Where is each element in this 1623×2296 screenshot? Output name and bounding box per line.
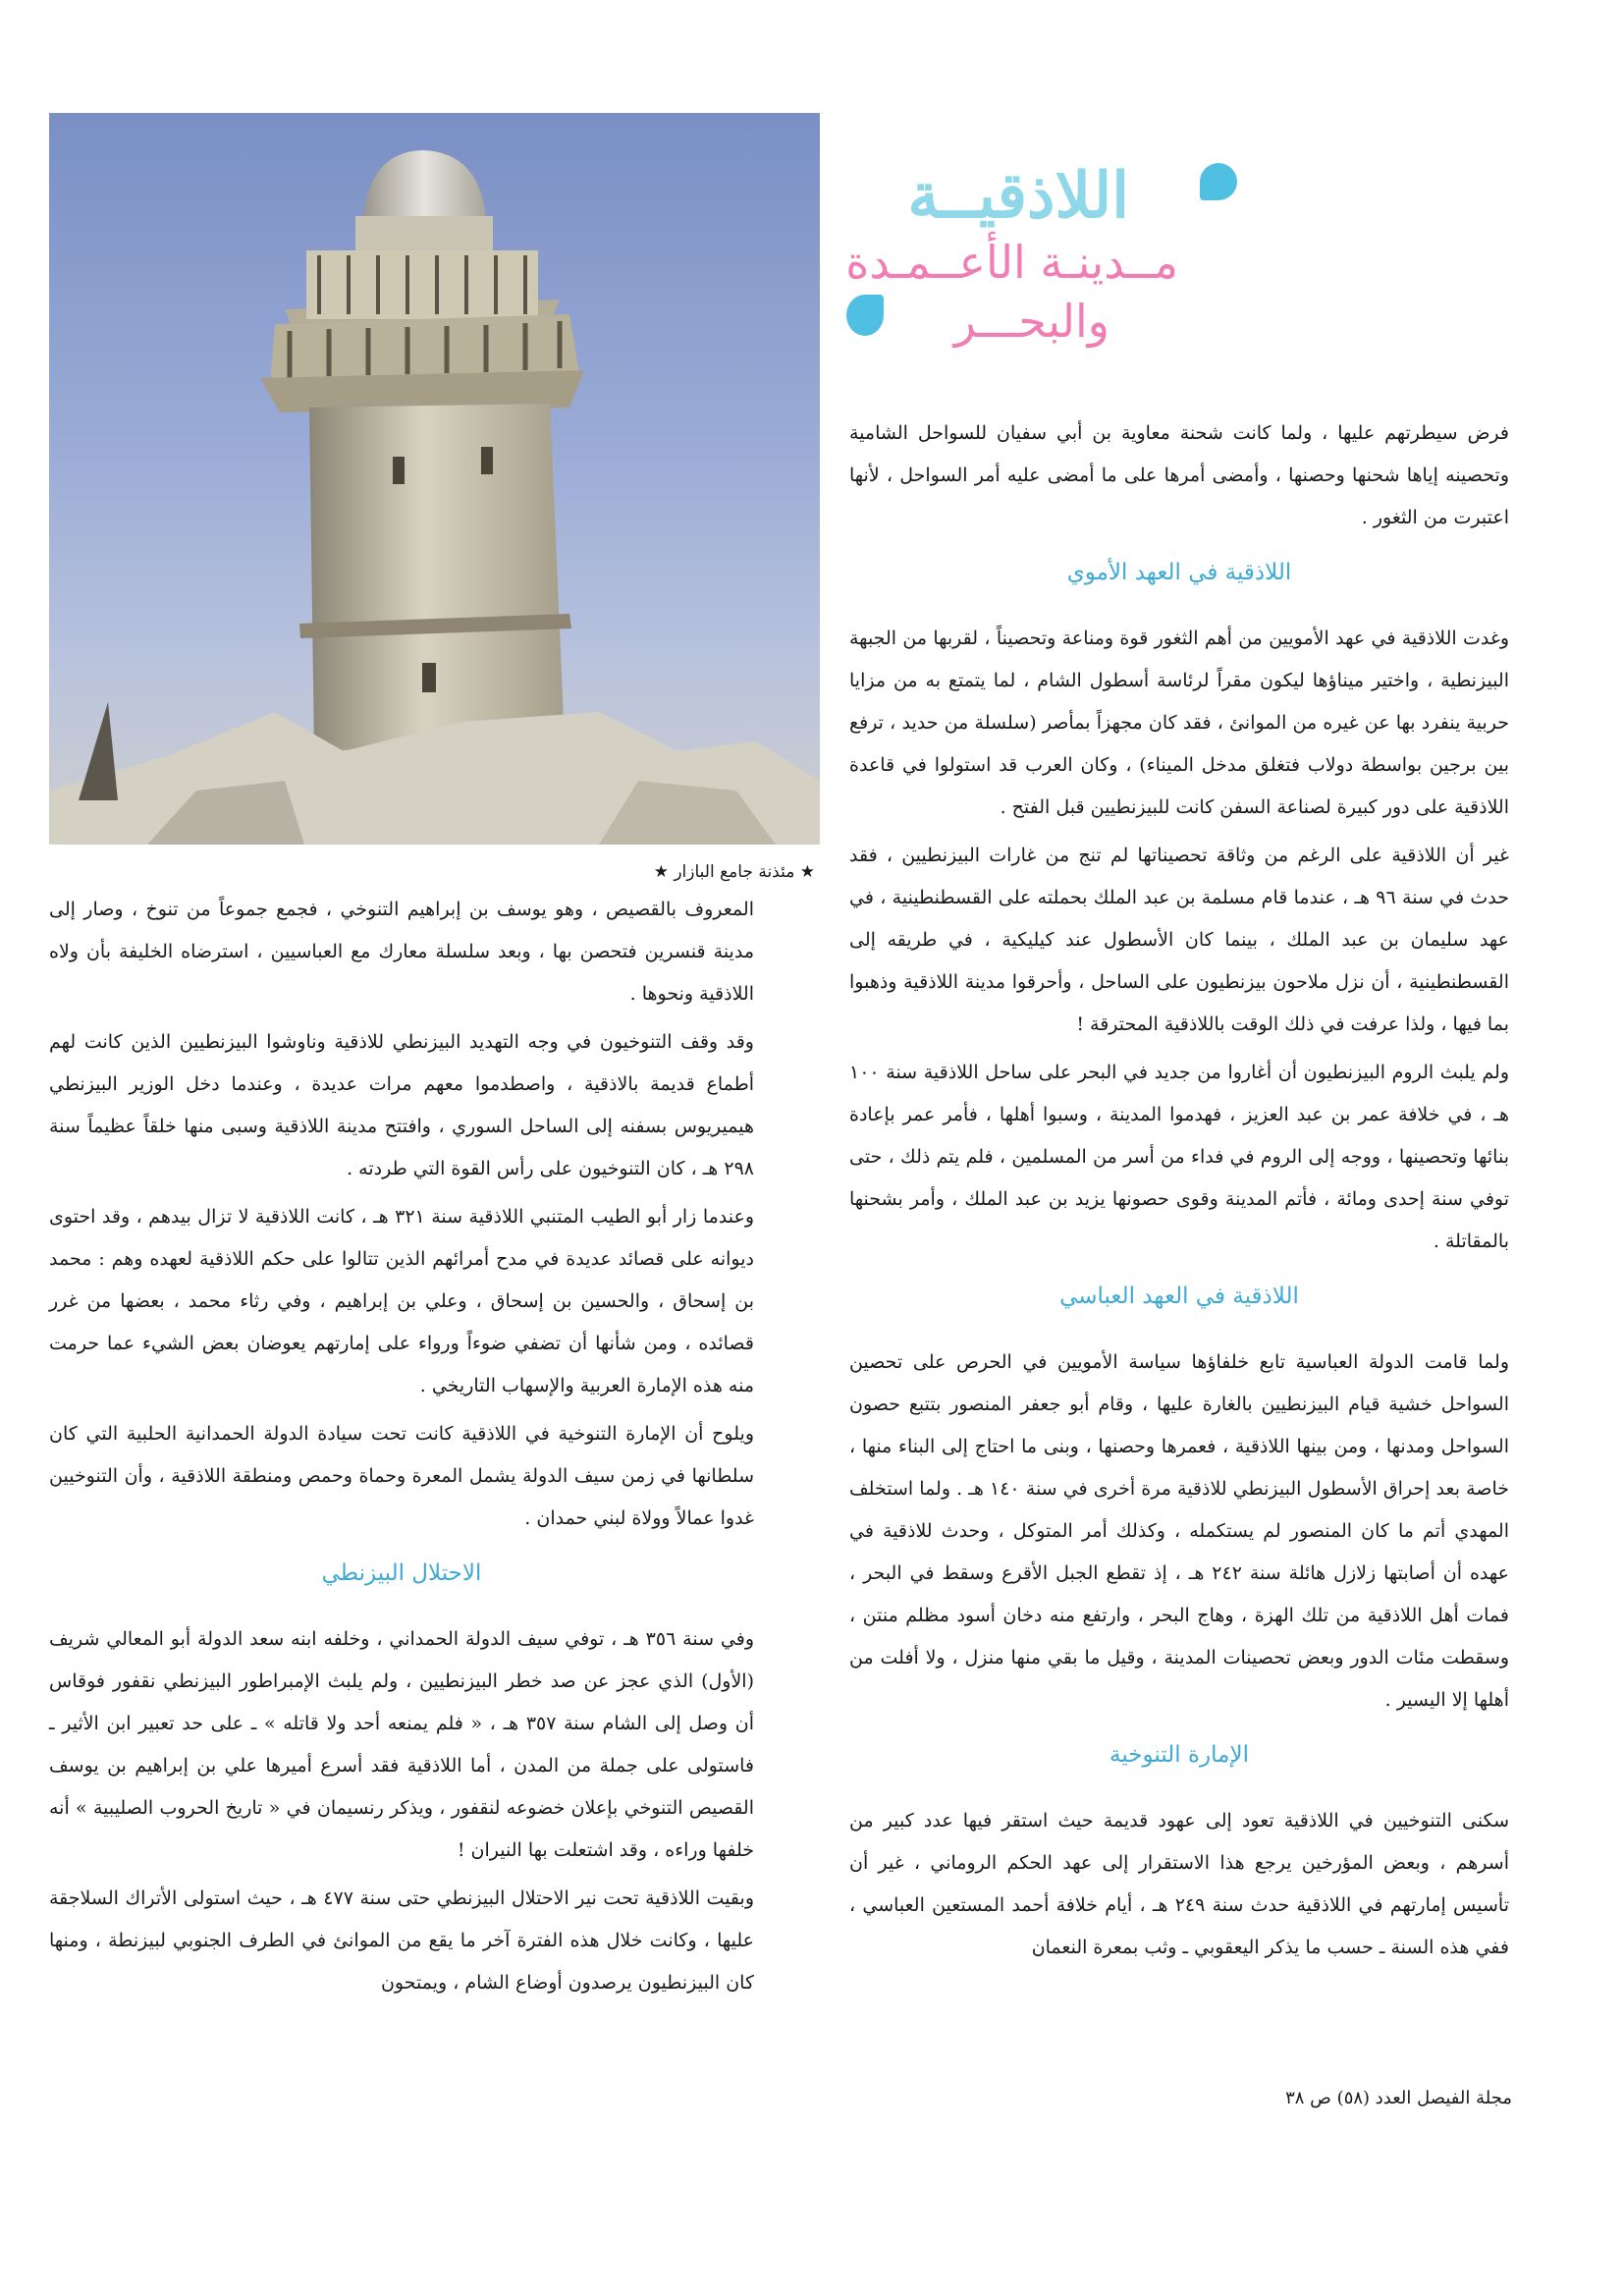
article-title xyxy=(844,147,1237,354)
paragraph: ولما قامت الدولة العباسية تابع خلفاؤها سياسة الأمويين في الحرص على تحصين السواحل خشية قيام البيزنطيين بالغارة عليها ، وقام أبو جعفر المنصور بتتبع حصون السواحل ومدنها ، ومن بينها اللاذقية ، فعمرها وحصنها ، وبنى ما احتاج إلى البناء منها ، خاصة بعد إحراق الأسطول البيزنطي للاذقية مرة أخرى في سنة ١٤٠ هـ . ولما استخلف المهدي أتم ما كان المنصور لم يستكمله ، وكذلك أمر المتوكل ، وحدث للاذقية في عهده أن أصابتها زلازل هائلة سنة ٢٤٢ هـ ، إذ تقطع الجبل الأقرع وسقط في البحر ، فمات أهل اللاذقية من تلك الهزة ، وهاج البحر ، وارتفع منه دخان أسود مظلم منتن ، وسقطت مئات الدور وبعض تحصينات المدينة ، وقيل ما بقي منها منزل ، ولا أفلت من أهلها إلا اليسير . xyxy=(849,1351,1509,1711)
right-column xyxy=(849,412,1509,1975)
section-heading: الإمارة التنوخية xyxy=(1109,1742,1249,1768)
paragraph: غير أن اللاذقية على الرغم من وثاقة تحصيناتها لم تنج من غارات البيزنطيين ، فقد حدث في سنة ٩٦ هـ ، عندما قام مسلمة بن عبد الملك بحملته على القسطنطينية ، في عهد سليمان بن عبد الملك ، بينما كان الأسطول عند كيليكية ، في طريقه إلى القسطنطينية ، أن نزل ملاحون بيزنطيون على الساحل ، وأحرقوا مدينة اللاذقية وذهبوا بما فيها ، ولذا عرفت في ذلك الوقت باللاذقية المحترقة ! xyxy=(849,845,1509,1035)
paragraph: سكنى التنوخيين في اللاذقية تعود إلى عهود قديمة حيث استقر فيها عدد كبير من أسرهم ، وبعض المؤرخين يرجع هذا الاستقرار إلى عهد الحكم الروماني ، غير أن تأسيس إمارتهم في اللاذقية حدث سنة ٢٤٩ هـ ، أيام خلافة أحمد المستعين العباسي ، ففي هذه السنة ـ حسب ما يذكر اليعقوبي ـ وثب بمعرة النعمان xyxy=(849,1810,1509,1958)
paragraph: ولم يلبث الروم البيزنطيون أن أغاروا من جديد في البحر على ساحل اللاذقية سنة ١٠٠ هـ ، في خلافة عمر بن عبد العزيز ، فهدموا المدينة ، وسبوا أهلها ، فأمر عمر بإعادة بنائها وتحصينها ، ووجه إلى الروم في فداء من أسر من المسلمين ، فلم يتم ذلك ، حتى توفي سنة إحدى ومائة ، فأتم المدينة وقوى حصونها يزيد بن عبد الملك ، وأمر بشحنها بالمقاتلة . xyxy=(849,1062,1509,1252)
paragraph: وقد وقف التنوخيون في وجه التهديد البيزنطي للاذقية وناوشوا البيزنطيين الذين كانت لهم أطماع قديمة بالاذقية ، واصطدموا معهم مرات عديدة ، وعندما دخل الوزير البيزنطي هيميريوس بسفنه إلى الساحل السوري ، وافتتح مدينة اللاذقية وسبى منها خلقاً عظيماً سنة ٢٩٨ هـ ، كان التنوخيون على رأس القوة التي طردته . xyxy=(49,1031,754,1179)
section-heading: الاحتلال البيزنطي xyxy=(321,1560,482,1586)
title-main: اللاذقيــة xyxy=(907,159,1129,233)
paragraph: المعروف بالقصيص ، وهو يوسف بن إبراهيم التنوخي ، فجمع جموعاً من تنوخ ، وصار إلى مدينة قنسرين فتحصن بها ، وبعد سلسلة معارك مع العباسيين ، استرضاه الخليفة بأن ولاه اللاذقية ونحوها . xyxy=(49,899,754,1005)
decorative-drop-icon xyxy=(1200,163,1237,200)
title-subtitle-2: والبحـــر xyxy=(953,295,1109,348)
left-column xyxy=(49,889,754,2010)
decorative-drop-icon xyxy=(846,295,884,336)
page-footer: مجلة الفيصل العدد (٥٨) ص ٣٨ xyxy=(1285,2088,1512,2108)
paragraph: فرض سيطرتهم عليها ، ولما كانت شحنة معاوية بن أبي سفيان للسواحل الشامية وتحصينه إياها شحنها وحصنها ، وأمضى أمرها على ما أمضى عليه أمر السواحل ، لأنها اعتبرت من الثغور . xyxy=(849,422,1509,528)
minaret-photo xyxy=(49,113,820,845)
section-heading: اللاذقية في العهد العباسي xyxy=(1059,1284,1299,1309)
paragraph: وعندما زار أبو الطيب المتنبي اللاذقية سنة ٣٢١ هـ ، كانت اللاذقية لا تزال بيدهم ، وقد احتوى ديوانه على قصائد عديدة في مدح أمرائهم الذين تتالوا على حكم اللاذقية لعهده وهم : محمد بن إسحاق ، والحسين بن إسحاق ، وعلي بن إبراهيم ، وفي رثاء محمد ، بعضها من غرر قصائده ، ومن شأنها أن تضفي ضوءاً ورواء على إمارتهم يعوضان بعض الشيء عما حرمت منه هذه الإمارة العربية والإسهاب التاريخي . xyxy=(49,1206,754,1396)
section-heading: اللاذقية في العهد الأموي xyxy=(1066,560,1292,585)
paragraph: وغدت اللاذقية في عهد الأمويين من أهم الثغور قوة ومناعة وتحصيناً ، لقربها من الجبهة البيزنطية ، واختير ميناؤها ليكون مقراً لرئاسة أسطول الشام ، لما يتمتع به من مزايا حربية ينفرد بها عن غيره من الموانئ ، فقد كان مجهزاً بمأصر (سلسلة من حديد ، ترفع بين برجين بواسطة دولاب فتغلق مدخل الميناء) ، وكان العرب قد استولوا في قاعدة اللاذقية على دور كبيرة لصناعة السفن كانت للبيزنطيين قبل الفتح . xyxy=(849,628,1509,818)
paragraph: ويلوح أن الإمارة التنوخية في اللاذقية كانت تحت سيادة الدولة الحمدانية الحلبية التي كان سلطانها في زمن سيف الدولة يشمل المعرة وحماة وحمص ومنطقة اللاذقية ، وأن التنوخيين غدوا عمالاً وولاة لبني حمدان . xyxy=(49,1423,755,1529)
paragraph: وفي سنة ٣٥٦ هـ ، توفي سيف الدولة الحمداني ، وخلفه ابنه سعد الدولة أبو المعالي شريف (الأول) الذي عجز عن صد خطر البيزنطيين ، ولم يلبث الإمبراطور البيزنطي نقفور فوقاس أن وصل إلى الشام سنة ٣٥٧ هـ ، « فلم يمنعه أحد ولا قاتله » ـ على حد تعبير ابن الأثير ـ فاستولى على جملة من المدن ، أما اللاذقية فقد أسرع أميرها علي بن إبراهيم بن يوسف القصيص التنوخي بإعلان خضوعه لنقفور ، ويذكر رنسيمان في « تاريخ الحروب الصليبية » أنه خلفها وراءه ، وقد اشتعلت بها النيران ! xyxy=(49,1628,754,1861)
photo-caption: ★ مئذنة جامع البازار ★ xyxy=(653,862,815,882)
title-subtitle-1: مــدينـة الأعــمـدة xyxy=(845,236,1178,289)
paragraph: وبقيت اللاذقية تحت نير الاحتلال البيزنطي حتى سنة ٤٧٧ هـ ، حيث استولى الأتراك السلاجقة عليها ، وكانت خلال هذه الفترة آخر ما يقع من الموانئ في الطرف الجنوبي لبيزنطة ، ومنها كان البيزنطيون يرصدون أوضاع الشام ، ويمتحون xyxy=(49,1887,755,1994)
